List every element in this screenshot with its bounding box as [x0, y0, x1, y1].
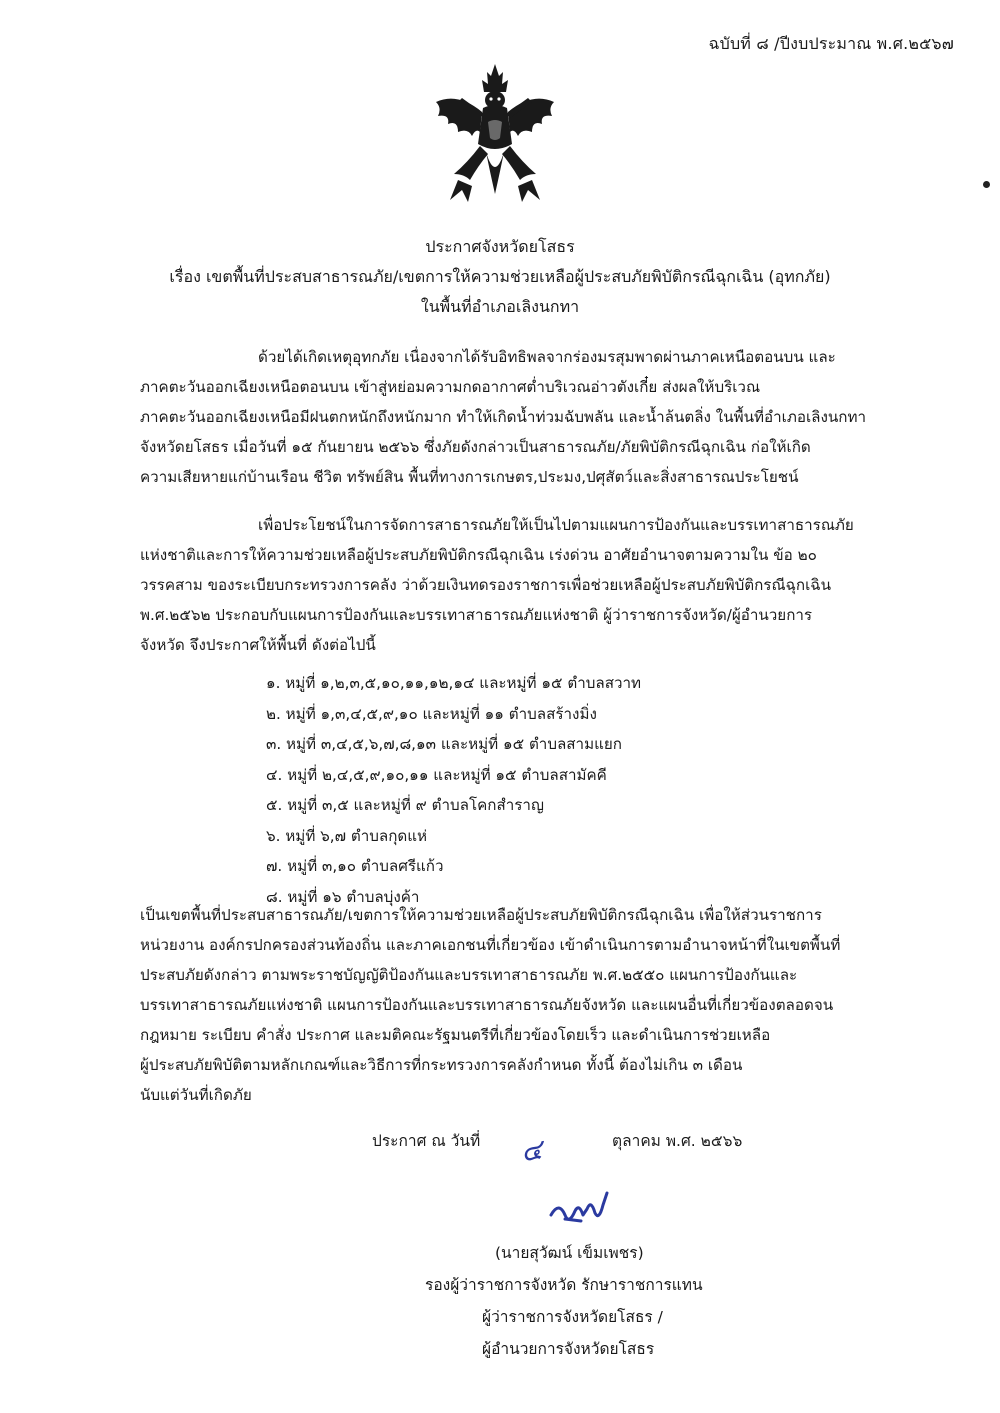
paragraph-line: กฎหมาย ระเบียบ คำสั่ง ประกาศ และมติคณะรัฐมนตรีที่เกี่ยวข้องโดยเร็ว และดำเนินการช่วยเหลือ — [140, 1026, 771, 1044]
paragraph-line: บรรเทาสาธารณภัยแห่งชาติ แผนการป้องกันและบรรเทาสาธารณภัยจังหวัด และแผนอื่นที่เกี่ยวข้องตลอดจน — [140, 996, 834, 1014]
paragraph-line: ภาคตะวันออกเฉียงเหนือตอนบน เข้าสู่หย่อมความกดอากาศต่ำบริเวณอ่าวตังเกี๋ย ส่งผลให้บริเวณ — [140, 378, 761, 396]
paragraph-line: ความเสียหายแก่บ้านเรือน ชีวิต ทรัพย์สิน พื้นที่ทางการเกษตร,ประมง,ปศุสัตว์และสิ่งสาธารณประโยชน์ — [140, 468, 799, 486]
handwritten-day: ๔ — [518, 1132, 545, 1169]
list-item: ๓. หมู่ที่ ๓,๔,๕,๖,๗,๘,๑๓ และหมู่ที่ ๑๕ ตำบลสามแยก — [266, 735, 622, 753]
list-item: ๕. หมู่ที่ ๓,๕ และหมู่ที่ ๙ ตำบลโคกสำราญ — [266, 796, 544, 814]
issue-number: ฉบับที่ ๘ /ปีงบประมาณ พ.ศ.๒๕๖๗ — [708, 34, 954, 53]
list-item: ๔. หมู่ที่ ๒,๔,๕,๙,๑๐,๑๑ และหมู่ที่ ๑๕ ตำบลสามัคคี — [266, 765, 607, 784]
garuda-emblem-icon — [428, 62, 563, 207]
announcement-area: ในพื้นที่อำเภอเลิงนกทา — [420, 297, 580, 316]
paragraph-line: เพื่อประโยชน์ในการจัดการสาธารณภัยให้เป็นไปตามแผนการป้องกันและบรรเทาสาธารณภัย — [258, 516, 854, 534]
paragraph-line: ประสบภัยดังกล่าว ตามพระราชบัญญัติป้องกันและบรรเทาสาธารณภัย พ.ศ.๒๕๕๐ แผนการป้องกันและ — [140, 966, 798, 984]
list-item: ๒. หมู่ที่ ๑,๓,๔,๕,๙,๑๐ และหมู่ที่ ๑๑ ตำบลสร้างมิ่ง — [266, 704, 597, 723]
signer-position: ผู้อำนวยการจังหวัดยโสธร — [482, 1340, 655, 1358]
paragraph-line: แห่งชาติและการให้ความช่วยเหลือผู้ประสบภัยพิบัติกรณีฉุกเฉิน เร่งด่วน อาศัยอำนาจตามความใน ข้อ ๒๐ — [140, 546, 817, 564]
signer-position: ผู้ว่าราชการจังหวัดยโสธร / — [482, 1308, 663, 1326]
paragraph-line: ผู้ประสบภัยพิบัติตามหลักเกณฑ์และวิธีการที่กระทรวงการคลังกำหนด ทั้งนี้ ต้องไม่เกิน ๓ เดือน — [140, 1056, 743, 1074]
paragraph-authority — [140, 510, 900, 660]
date-month-year: ตุลาคม พ.ศ. ๒๕๖๖ — [612, 1132, 743, 1150]
area-list — [266, 668, 641, 912]
paragraph-line: วรรคสาม ของระเบียบกระทรวงการคลัง ว่าด้วยเงินทดรองราชการเพื่อช่วยเหลือผู้ประสบภัยพิบัติกรณีฉุกเฉิน — [140, 576, 832, 594]
paragraph-line: นับแต่วันที่เกิดภัย — [140, 1086, 252, 1104]
paragraph-line: ด้วยได้เกิดเหตุอุทกภัย เนื่องจากได้รับอิทธิพลจากร่องมรสุมพาดผ่านภาคเหนือตอนบน และ — [258, 348, 836, 366]
paragraph-line: พ.ศ.๒๕๖๒ ประกอบกับแผนการป้องกันและบรรเทาสาธารณภัยแห่งชาติ ผู้ว่าราชการจังหวัด/ผู้อำนวยการ — [140, 606, 813, 624]
paragraph-line: เป็นเขตพื้นที่ประสบสาธารณภัย/เขตการให้ความช่วยเหลือผู้ประสบภัยพิบัติกรณีฉุกเฉิน เพื่อให้ส่วนราชการ — [140, 906, 822, 924]
paragraph-line: ภาคตะวันออกเฉียงเหนือมีฝนตกหนักถึงหนักมาก ทำให้เกิดน้ำท่วมฉับพลัน และน้ำล้นตลิ่ง ในพื้นที่อำเภอเลิงนกทา — [140, 408, 866, 426]
signer-name: (นายสุวัฒน์ เข็มเพชร) — [495, 1244, 644, 1262]
announcement-header — [0, 232, 1000, 322]
list-item: ๖. หมู่ที่ ๖,๗ ตำบลกุดแห่ — [266, 826, 428, 845]
list-item: ๑. หมู่ที่ ๑,๒,๓,๕,๑๐,๑๑,๑๒,๑๔ และหมู่ที่ ๑๕ ตำบลสวาท — [266, 674, 642, 692]
list-item: ๗. หมู่ที่ ๓,๑๐ ตำบลศรีแก้ว — [266, 857, 444, 875]
signer-position: รองผู้ว่าราชการจังหวัด รักษาราชการแทน — [425, 1276, 703, 1294]
date-prefix: ประกาศ ณ วันที่ — [372, 1132, 481, 1150]
paragraph-line: หน่วยงาน องค์กรปกครองส่วนท้องถิ่น และภาคเอกชนที่เกี่ยวข้อง เข้าดำเนินการตามอำนาจหน้าที่ในเขตพื้นที่ — [140, 936, 841, 954]
announcement-title: ประกาศจังหวัดยโสธร — [425, 237, 575, 256]
announcement-date — [372, 1126, 743, 1169]
paragraph-line: จังหวัด จึงประกาศให้พื้นที่ ดังต่อไปนี้ — [140, 636, 376, 654]
paragraph-declaration — [140, 900, 900, 1110]
list-item: ๘. หมู่ที่ ๑๖ ตำบลบุ่งค้า — [266, 887, 420, 906]
announcement-subject: เรื่อง เขตพื้นที่ประสบสาธารณภัย/เขตการให้ความช่วยเหลือผู้ประสบภัยพิบัติกรณีฉุกเฉิน (อุทกภัย) — [169, 267, 831, 286]
handwritten-signature — [545, 1185, 615, 1233]
paragraph-line: จังหวัดยโสธร เมื่อวันที่ ๑๕ กันยายน ๒๕๖๖ ซึ่งภัยดังกล่าวเป็นสาธารณภัย/ภัยพิบัติกรณีฉุกเฉิน ก่อให้เกิด — [140, 438, 811, 456]
paper-speck — [983, 181, 990, 188]
paragraph-background — [140, 342, 900, 492]
